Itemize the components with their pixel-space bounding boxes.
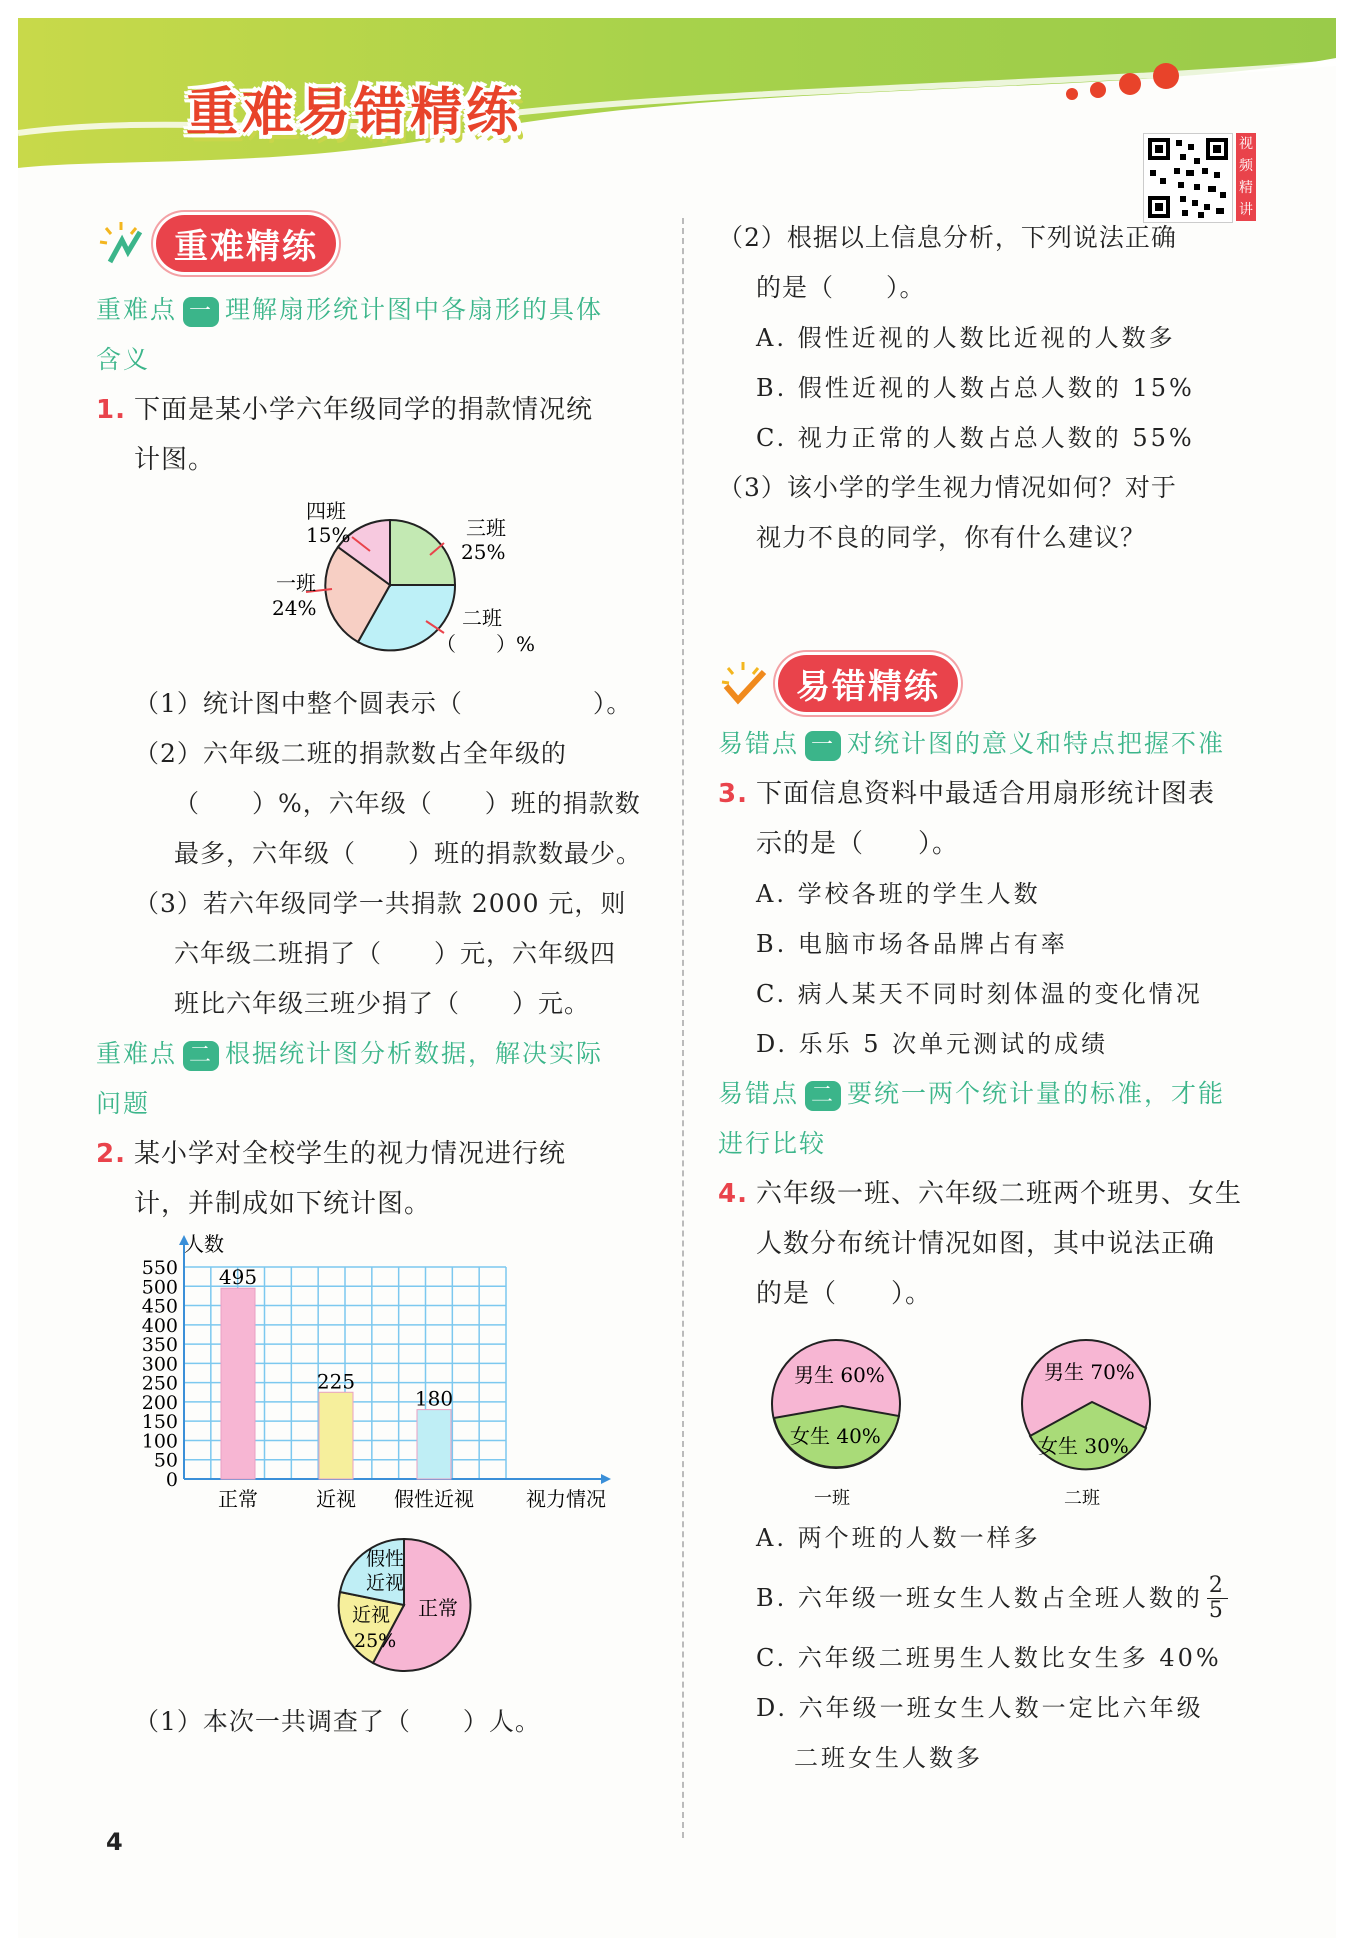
qr-label: 视频精讲 <box>1236 133 1256 221</box>
pie-label: 近视 <box>366 1572 405 1594</box>
kp-number: 一 <box>805 731 841 761</box>
bar <box>221 1288 255 1479</box>
pie-label: 25% <box>461 540 506 564</box>
question-4 <box>718 1169 1298 1219</box>
option-c[interactable]: C. 病人某天不同时刻体温的变化情况 <box>756 980 1203 1008</box>
kp-text-cont: 含义 <box>96 345 151 374</box>
kp-number: 二 <box>805 1081 841 1111</box>
pie-label: 一班 <box>276 571 316 595</box>
x-tick-label: 近视 <box>316 1487 356 1511</box>
x-tick-label: 假性近视 <box>394 1487 474 1511</box>
class-label: 一班 <box>814 1488 850 1509</box>
pie-label: 二班 <box>462 606 502 630</box>
question-text: 的是（ ）。 <box>756 1279 933 1309</box>
kp-text: 对统计图的意义和特点把握不准 <box>847 729 1226 758</box>
title-char: 易 <box>298 83 351 143</box>
key-point-2 <box>96 1029 666 1079</box>
question-number: 3. <box>718 779 748 809</box>
option-a[interactable]: A. 学校各班的学生人数 <box>756 880 1041 908</box>
workbook-page <box>18 18 1336 1938</box>
sub-question: （ ）%，六年级（ ）班的捐款数 <box>174 789 641 818</box>
option-d[interactable]: D. 六年级一班女生人数一定比六年级 <box>756 1694 1204 1722</box>
pie-label: 假性 <box>366 1548 405 1570</box>
kp-prefix: 易错点 <box>718 1079 800 1108</box>
key-point-1 <box>718 719 1298 769</box>
left-column <box>96 213 666 1747</box>
donation-pie-chart <box>96 485 666 675</box>
x-tick-label: 正常 <box>218 1487 258 1511</box>
option-b[interactable]: B. 电脑市场各品牌占有率 <box>756 930 1068 958</box>
y-tick-label: 150 <box>141 1411 178 1434</box>
question-text: 计图。 <box>134 445 216 475</box>
kp-text: 要统一两个统计量的标准，才能 <box>847 1079 1226 1108</box>
pie-label: 男生 60% <box>794 1363 885 1387</box>
sub-question: （1）本次一共调查了（ ）人。 <box>134 1707 541 1736</box>
question-1 <box>96 385 666 435</box>
bar <box>417 1410 451 1479</box>
vision-bar-chart <box>96 1229 666 1519</box>
sub-question: （2）六年级二班的捐款数占全年级的 <box>134 739 567 768</box>
dot-icon <box>1119 73 1141 95</box>
title-char: 练 <box>466 83 519 143</box>
question-text: 示的是（ ）。 <box>756 829 960 859</box>
pie-label: 四班 <box>306 499 346 523</box>
option-d[interactable]: D. 乐乐 5 次单元测试的成绩 <box>756 1030 1109 1058</box>
kp-prefix: 重难点 <box>96 1039 178 1068</box>
option-d-cont: 二班女生人数多 <box>794 1744 983 1772</box>
kp-text: 理解扇形统计图中各扇形的具体 <box>225 295 604 324</box>
question-number: 4. <box>718 1179 748 1209</box>
question-text: 人数分布统计情况如图，其中说法正确 <box>756 1229 1216 1259</box>
dot-icon <box>1153 63 1179 89</box>
question-number: 1. <box>96 395 126 425</box>
pie-label: 正常 <box>418 1596 458 1620</box>
sparkle-icon <box>96 218 146 268</box>
bar-value-label: 225 <box>316 1369 356 1394</box>
pie-label: 女生 40% <box>790 1424 881 1448</box>
section-banner <box>718 653 1298 713</box>
sub-question: （2）根据以上信息分析，下列说法正确 <box>718 223 1177 252</box>
question-text: 下面信息资料中最适合用扇形统计图表 <box>755 779 1215 809</box>
dot-icon <box>1090 82 1106 98</box>
option-c[interactable]: C. 视力正常的人数占总人数的 55% <box>756 424 1195 452</box>
right-column <box>718 213 1298 1783</box>
qr-code-icon[interactable] <box>1143 133 1233 223</box>
bar-value-label: 495 <box>218 1265 258 1290</box>
class-gender-pies <box>718 1319 1298 1509</box>
question-text: 六年级一班、六年级二班两个班男、女生 <box>755 1179 1242 1209</box>
sub-question: 视力不良的同学，你有什么建议？ <box>756 523 1147 552</box>
sub-question: 六年级二班捐了（ ）元，六年级四 <box>174 939 617 968</box>
fraction-denominator: 5 <box>1208 1597 1226 1623</box>
vision-pie-chart <box>96 1523 666 1693</box>
y-tick-label: 250 <box>141 1372 178 1395</box>
class-label: 二班 <box>1064 1488 1100 1509</box>
question-text: 某小学对全校学生的视力情况进行统 <box>133 1139 566 1169</box>
y-tick-label: 300 <box>141 1353 178 1376</box>
option-c[interactable]: C. 六年级二班男生人数比女生多 40% <box>756 1644 1222 1672</box>
y-tick-label: 400 <box>141 1314 178 1337</box>
option-b-text: B. 六年级一班女生人数占全班人数的 <box>756 1584 1203 1612</box>
sub-question: 最多，六年级（ ）班的捐款数最少。 <box>174 839 643 868</box>
question-text: 计，并制成如下统计图。 <box>134 1189 432 1219</box>
y-tick-label: 100 <box>141 1430 178 1453</box>
option-a[interactable]: A. 两个班的人数一样多 <box>756 1524 1041 1552</box>
page-number: 4 <box>106 1828 123 1856</box>
fraction <box>1207 1574 1228 1623</box>
y-tick-label: 350 <box>141 1334 178 1357</box>
dot-icon <box>1066 88 1078 100</box>
question-3 <box>718 769 1298 819</box>
banner-label: 重难精练 <box>156 215 336 272</box>
y-tick-label: 550 <box>141 1257 178 1279</box>
kp-text: 根据统计图分析数据，解决实际 <box>225 1039 604 1068</box>
y-tick-label: 500 <box>141 1276 178 1299</box>
pie-label: 近视 <box>352 1604 391 1626</box>
y-tick-label: 0 <box>165 1469 178 1491</box>
y-tick-label: 200 <box>141 1391 178 1414</box>
sub-question: （1）统计图中整个圆表示（ ）。 <box>134 689 633 718</box>
fraction-numerator: 2 <box>1208 1572 1226 1598</box>
x-axis-label: 视力情况 <box>526 1487 606 1511</box>
sub-question: 班比六年级三班少捐了（ ）元。 <box>174 989 591 1018</box>
arrow-right-icon <box>601 1474 611 1484</box>
bar <box>319 1392 353 1479</box>
pie-label: 25% <box>354 1630 397 1652</box>
option-b[interactable]: B. 假性近视的人数占总人数的 15% <box>756 374 1195 402</box>
column-divider <box>682 218 684 1838</box>
option-b[interactable] <box>718 1563 1298 1633</box>
page-title <box>186 70 518 145</box>
section-banner <box>96 213 666 273</box>
sub-question: 的是（ ）。 <box>756 273 926 302</box>
question-2 <box>96 1129 666 1179</box>
title-char: 重 <box>186 83 239 143</box>
question-number: 2. <box>96 1139 126 1169</box>
kp-text-cont: 问题 <box>96 1089 151 1118</box>
y-axis-label: 人数 <box>184 1232 224 1256</box>
kp-prefix: 易错点 <box>718 729 800 758</box>
pie-label: 女生 30% <box>1038 1434 1129 1458</box>
key-point-2 <box>718 1069 1298 1119</box>
title-char: 错 <box>354 83 407 143</box>
bar-value-label: 180 <box>414 1386 454 1411</box>
title-char: 精 <box>410 83 463 143</box>
pie-label: 三班 <box>466 516 506 540</box>
y-tick-label: 450 <box>141 1295 178 1318</box>
banner-label: 易错精练 <box>778 655 958 712</box>
kp-text-cont: 进行比较 <box>718 1129 827 1158</box>
sub-question: （3）该小学的学生视力情况如何？对于 <box>718 473 1177 502</box>
key-point-1 <box>96 285 666 335</box>
title-char: 难 <box>242 83 295 143</box>
option-a[interactable]: A. 假性近视的人数比近视的人数多 <box>756 324 1176 352</box>
pie-label: 24% <box>272 596 317 620</box>
sub-question: （3）若六年级同学一共捐款 2000 元，则 <box>134 889 627 918</box>
pie-label: （ ）% <box>436 632 536 656</box>
kp-number: 一 <box>183 297 219 327</box>
kp-number: 二 <box>183 1041 219 1071</box>
pie-label: 15% <box>306 523 351 547</box>
checkmark-icon <box>718 658 768 708</box>
question-text: 下面是某小学六年级同学的捐款情况统 <box>133 395 593 425</box>
pie-label: 男生 70% <box>1044 1360 1135 1384</box>
kp-prefix: 重难点 <box>96 295 178 324</box>
y-tick-label: 50 <box>153 1449 178 1472</box>
